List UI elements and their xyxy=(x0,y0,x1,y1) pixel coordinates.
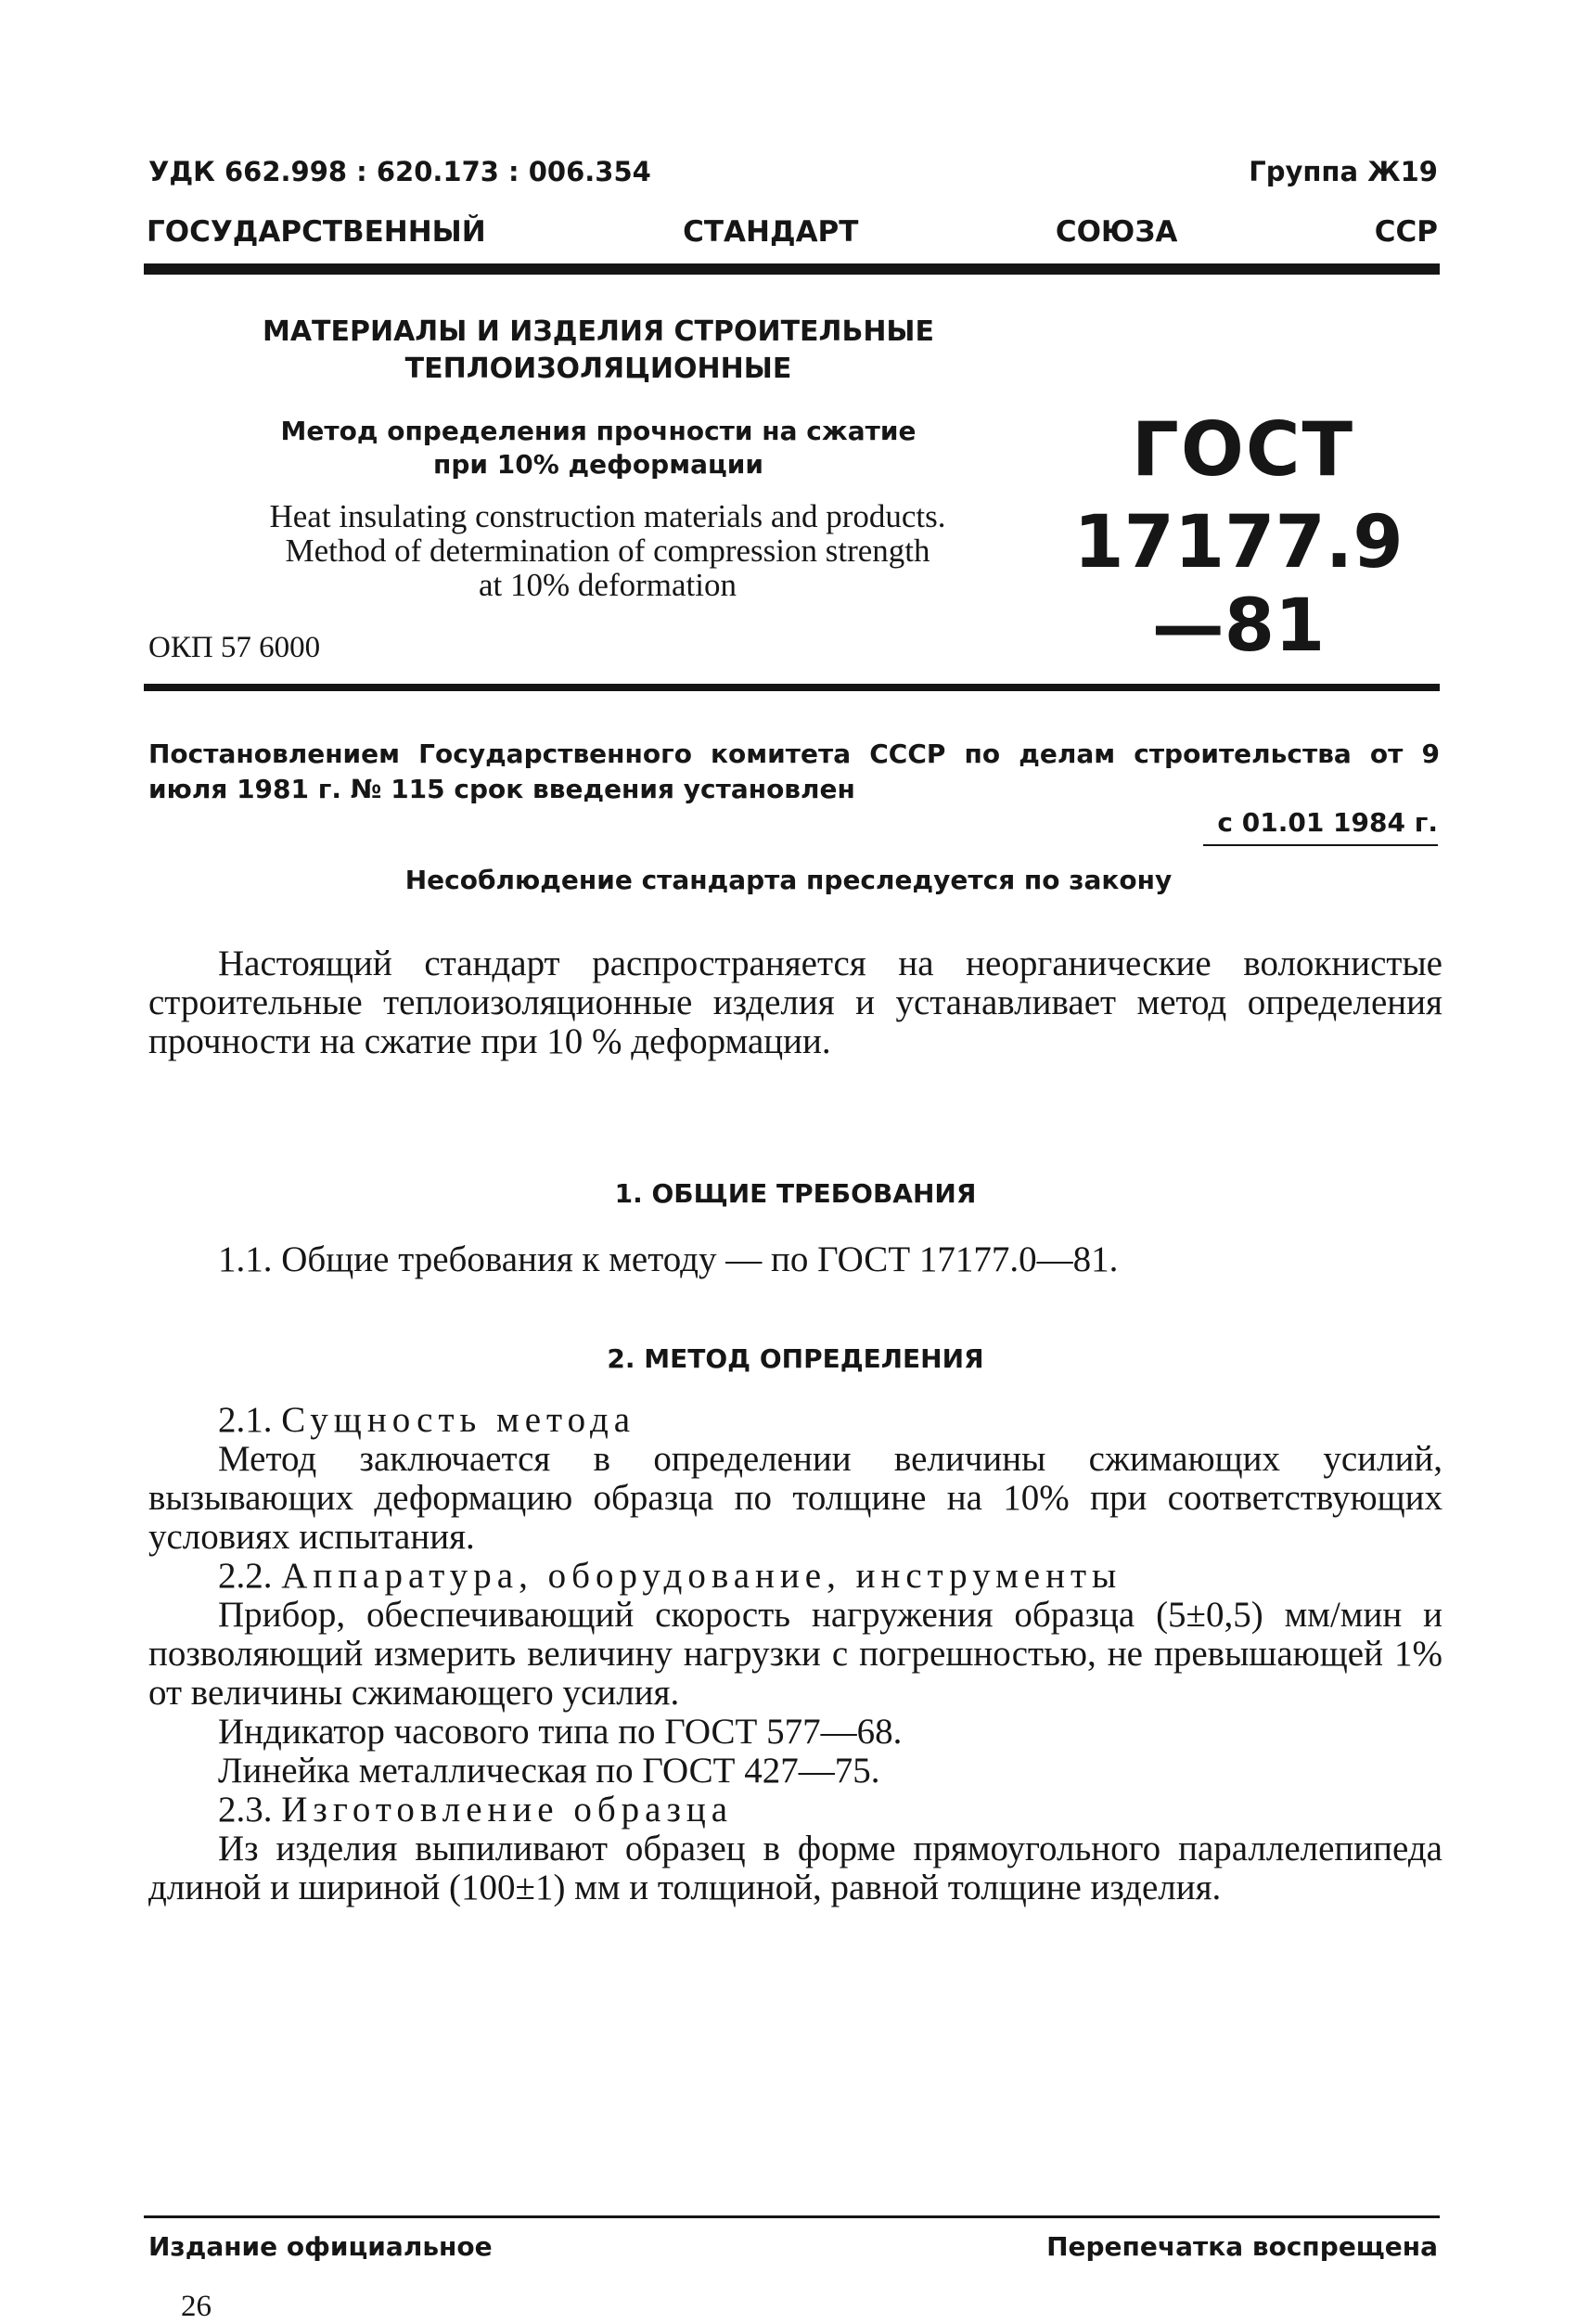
section-1-heading: 1. ОБЩИЕ ТРЕБОВАНИЯ xyxy=(614,1178,977,1209)
date-underline xyxy=(1203,844,1438,846)
state-word-1: ГОСУДАРСТВЕННЫЙ xyxy=(147,215,486,249)
udk-code: УДК 662.998 : 620.173 : 006.354 xyxy=(148,156,651,187)
edition-label: Издание официальное xyxy=(148,2231,493,2262)
state-word-2: СТАНДАРТ xyxy=(683,215,859,249)
paragraph-2-1-number: 2.1. xyxy=(218,1400,273,1440)
page-number: 26 xyxy=(181,2290,212,2323)
paragraph-2-2-heading xyxy=(148,1557,1442,1596)
group-code: Группа Ж19 xyxy=(1249,156,1438,187)
paragraph-2-3-heading xyxy=(148,1791,1442,1830)
footer-rule xyxy=(144,2215,1440,2218)
effective-date: с 01.01 1984 г. xyxy=(1217,807,1438,838)
paragraph-2-2-number: 2.2. xyxy=(218,1556,273,1596)
subtitle-line-1: Метод определения прочности на сжатие xyxy=(280,416,917,446)
intro-section xyxy=(148,944,1442,1061)
intro-paragraph: Настоящий стандарт распространяется на неорганические волокнистые строительные теплоизоляционные изделия и устанавливает метод определения прочности на сжатие при 10 % деформации. xyxy=(148,944,1442,1061)
section-2-heading: 2. МЕТОД ОПРЕДЕЛЕНИЯ xyxy=(607,1343,984,1374)
paragraph-2-2-text: Прибор, обеспечивающий скорость нагружения образца (5±0,5) мм/мин и позволяющий измерить величину нагрузки с погрешностью, не превышающей 1% от величины сжимающего усилия. xyxy=(148,1595,1442,1713)
paragraph-2-2-indicator: Индикатор часового типа по ГОСТ 577—68. xyxy=(218,1712,903,1752)
paragraph-2-2-ruler: Линейка металлическая по ГОСТ 427—75. xyxy=(218,1751,880,1791)
english-title xyxy=(204,499,1011,602)
section-2-body xyxy=(148,1401,1442,1907)
penalty-notice: Несоблюдение стандарта преследуется по закону xyxy=(404,865,1173,895)
state-word-4: ССР xyxy=(1374,215,1438,249)
okp-code: ОКП 57 6000 xyxy=(148,631,321,664)
subtitle-line-2: при 10% деформации xyxy=(433,449,763,480)
paragraph-2-3-title: Изготовление образца xyxy=(281,1790,734,1830)
paragraph-2-3-number: 2.3. xyxy=(218,1790,273,1830)
title-line-2: ТЕПЛОИЗОЛЯЦИОННЫЕ xyxy=(404,353,792,385)
english-line-2: Method of determination of compression strength xyxy=(285,533,930,569)
state-word-3: СОЮЗА xyxy=(1055,215,1178,249)
paragraph-1-1: 1.1. Общие требования к методу — по ГОСТ 17177.0—81. xyxy=(218,1239,1119,1279)
header-rule xyxy=(144,263,1440,275)
gost-number: 17177.9—81 xyxy=(1073,501,1404,668)
paragraph-2-1-title: Сущность метода xyxy=(281,1400,636,1440)
english-line-3: at 10% deformation xyxy=(479,567,737,603)
reprint-notice: Перепечатка воспрещена xyxy=(1046,2231,1438,2262)
paragraph-2-1-text: Метод заключается в определении величины сжимающих усилий, вызывающих деформацию образца по толщине на 10% при соответствующих условиях испытания. xyxy=(148,1439,1442,1557)
document-title xyxy=(213,314,983,388)
decree-text: Постановлением Государственного комитета СССР по делам строительства от 9 июля 1981 г. № 115 срок введения установлен xyxy=(148,738,1440,804)
english-line-1: Heat insulating construction materials and products. xyxy=(269,498,946,534)
state-standard-header xyxy=(147,215,1438,249)
document-subtitle xyxy=(213,415,983,481)
title-line-1: МАТЕРИАЛЫ И ИЗДЕЛИЯ СТРОИТЕЛЬНЫЕ xyxy=(262,315,935,348)
gost-label: ГОСТ xyxy=(1131,406,1355,493)
paragraph-2-3-text: Из изделия выпиливают образец в форме прямоугольного параллелепипеда длиной и шириной (100±1) мм и толщиной, равной толщине изделия. xyxy=(148,1829,1442,1907)
paragraph-2-1-heading xyxy=(148,1401,1442,1440)
paragraph-2-2-title: Аппаратура, оборудование, инструменты xyxy=(281,1556,1122,1596)
title-rule xyxy=(144,684,1440,691)
